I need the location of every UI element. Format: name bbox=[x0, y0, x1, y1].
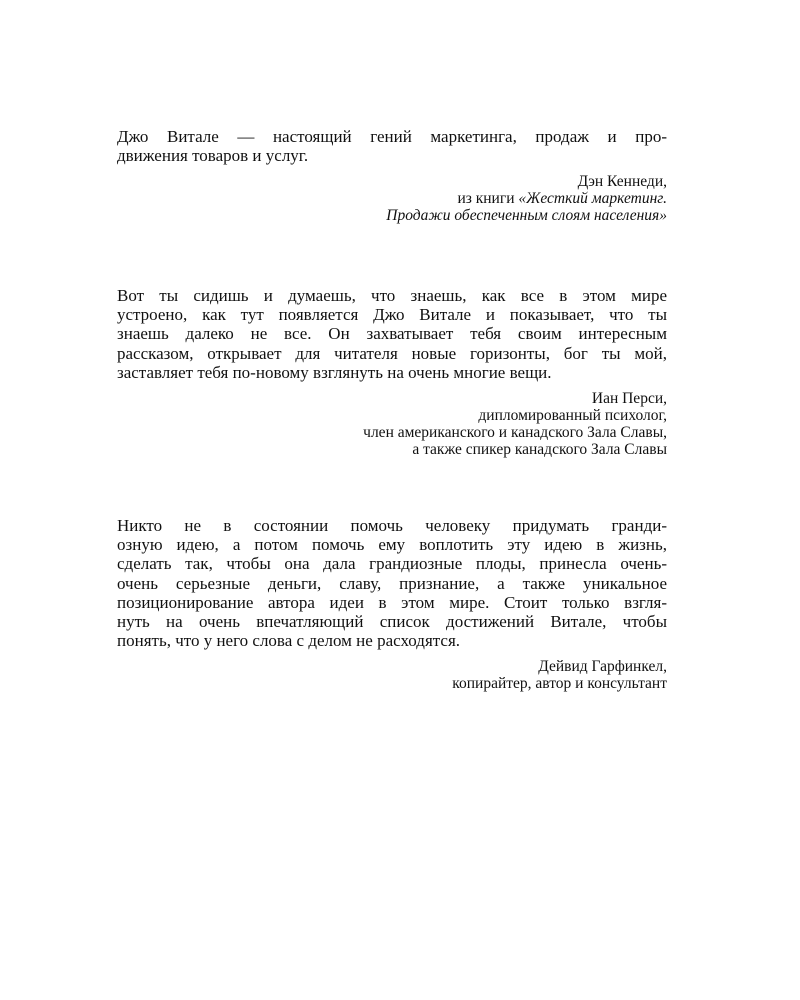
quote-line: заставляет тебя по-новому взглянуть на очень многие вещи. bbox=[117, 362, 552, 382]
author-role: копирайтер, автор и консультант bbox=[452, 675, 667, 693]
blurb-2 bbox=[117, 286, 667, 458]
book-title-part-1: «Жесткий маркетинг. bbox=[518, 190, 667, 208]
book-title-part-2: Продажи обеспеченным слоям населения» bbox=[386, 207, 667, 225]
author-name: Дейвид Гарфинкел, bbox=[538, 658, 667, 676]
quote-line: рассказом, открывает для читателя новые горизонты, бог ты мой, bbox=[117, 343, 667, 363]
quote-line: сделать так, чтобы она дала грандиозные плоды, принесла очень- bbox=[117, 554, 667, 574]
author-name: Иан Перси, bbox=[591, 390, 667, 408]
quote-line: движения товаров и услуг. bbox=[117, 146, 309, 166]
quote-line: понять, что у него слова с делом не расходятся. bbox=[117, 631, 461, 651]
quote-line: Джо Витале — настоящий гений маркетинга, продаж и про- bbox=[117, 127, 667, 146]
source-line bbox=[117, 190, 667, 207]
author-role: член американского и канадского Зала Славы, bbox=[363, 424, 667, 442]
quote-line: Вот ты сидишь и думаешь, что знаешь, как все в этом мире bbox=[117, 286, 667, 305]
quote-line: озную идею, а потом помочь ему воплотить эту идею в жизнь, bbox=[117, 535, 667, 555]
source-prefix: из книги bbox=[457, 190, 519, 208]
quote-line: знаешь далеко не все. Он захватывает тебя своим интересным bbox=[117, 324, 667, 344]
quote-line: устроено, как тут появляется Джо Витале и показывает, что ты bbox=[117, 305, 667, 325]
page bbox=[117, 0, 667, 1000]
blurb-3-attribution bbox=[117, 658, 667, 692]
quote-line: очень серьезные деньги, славу, признание, а также уникальное bbox=[117, 573, 667, 593]
author-name: Дэн Кеннеди, bbox=[577, 173, 667, 191]
blurb-1-quote bbox=[117, 127, 667, 165]
blurb-1-attribution bbox=[117, 173, 667, 224]
quote-line: Никто не в состоянии помочь человеку придумать гранди- bbox=[117, 516, 667, 535]
author-role: дипломированный психолог, bbox=[478, 407, 667, 425]
blurb-2-quote bbox=[117, 286, 667, 382]
author-role: а также спикер канадского Зала Славы bbox=[412, 441, 667, 459]
blurb-3-quote bbox=[117, 516, 667, 650]
blurb-2-attribution bbox=[117, 390, 667, 458]
quote-line: нуть на очень впечатляющий список достижений Витале, чтобы bbox=[117, 612, 667, 632]
blurb-3 bbox=[117, 516, 667, 692]
quote-line: позиционирование автора идеи в этом мире. Стоит только взгля- bbox=[117, 592, 667, 612]
blurb-1 bbox=[117, 127, 667, 224]
